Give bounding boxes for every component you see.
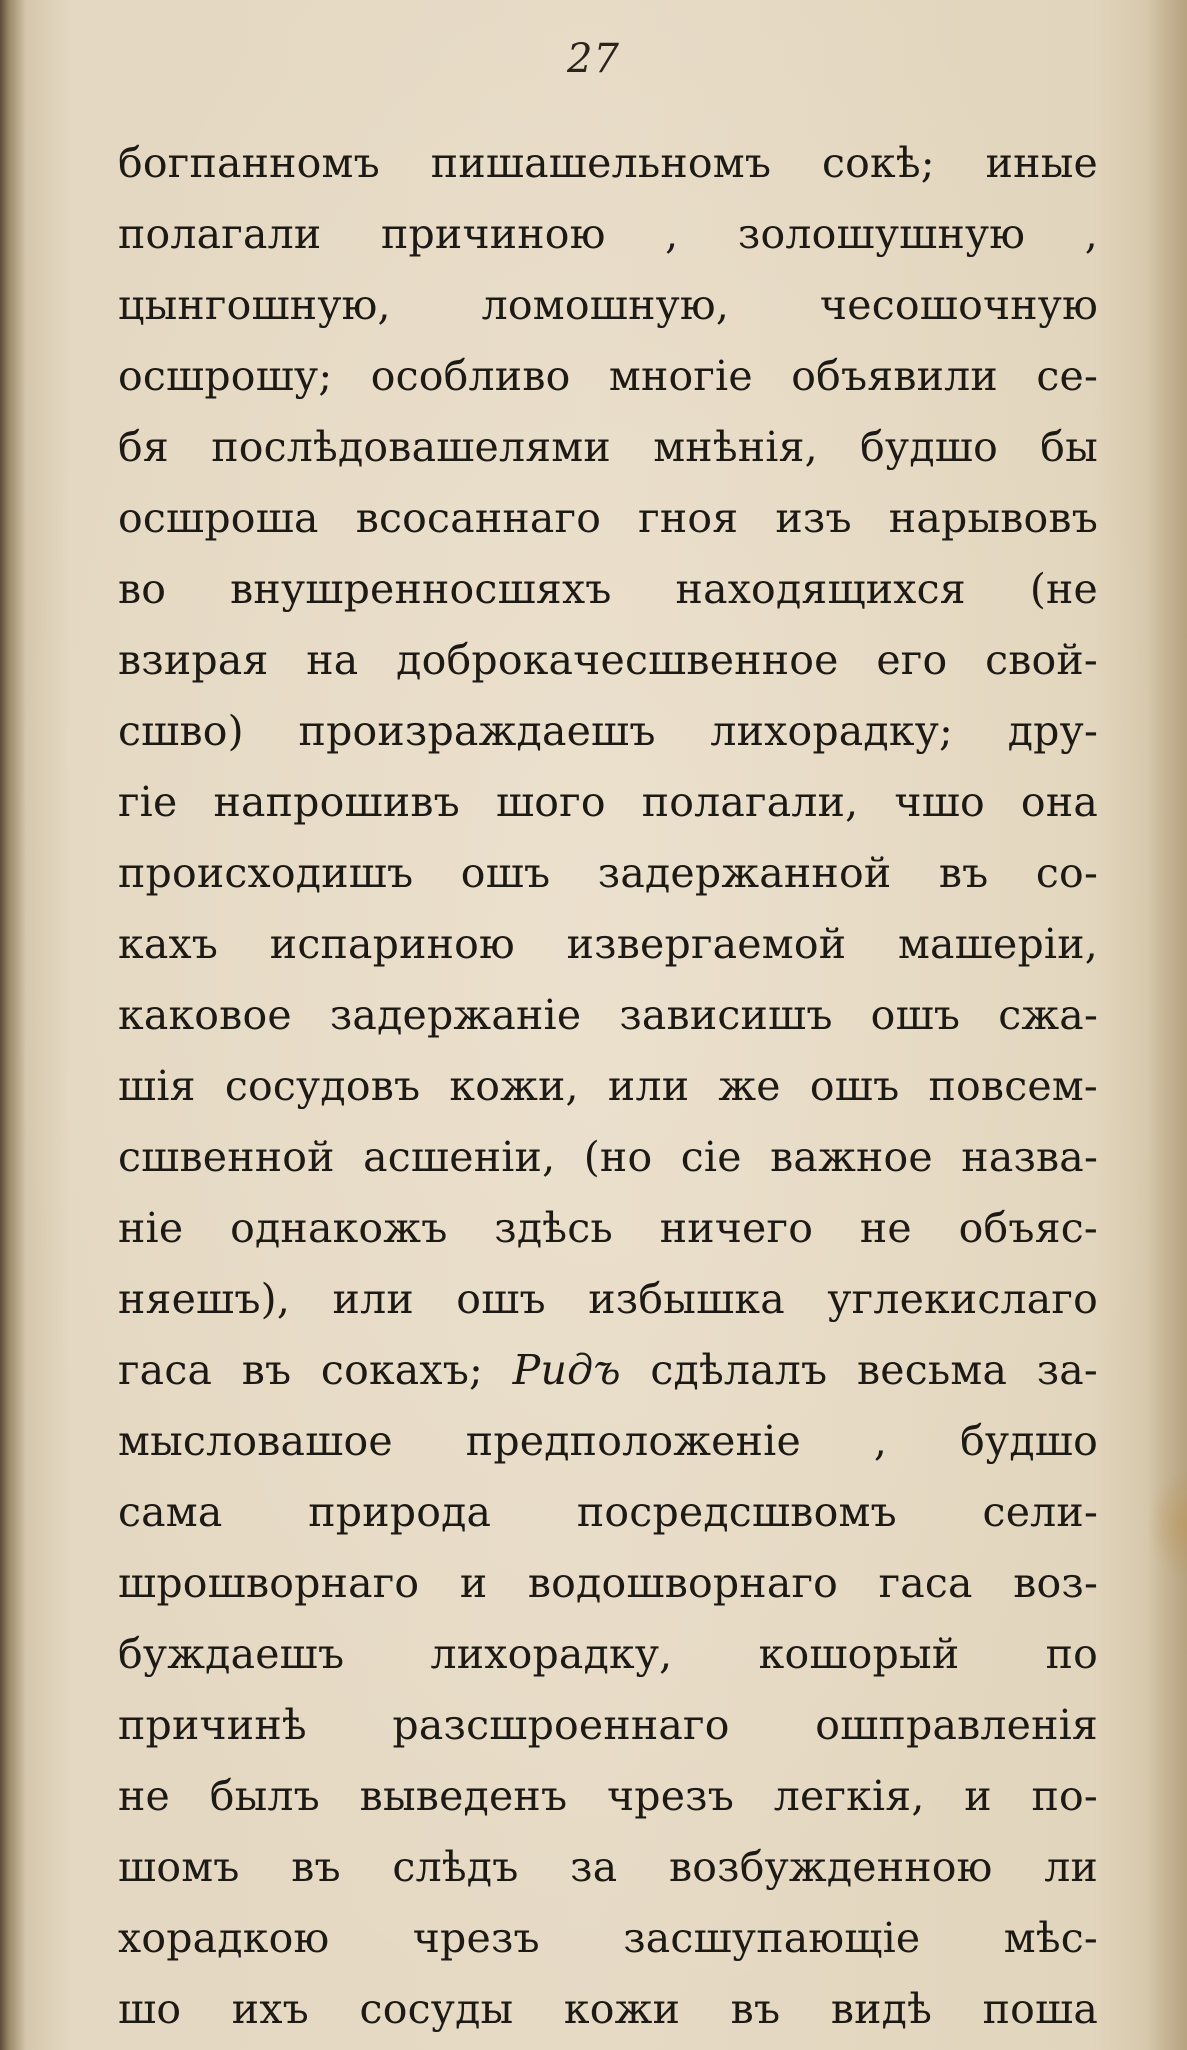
text-line: няешъ), или ошъ избышка углекислаго xyxy=(118,1275,1098,1323)
text-line: бя послѣдовашелями мнѣнія, будшо бы xyxy=(118,423,1098,471)
text-line: каковое задержаніе зависишъ ошъ сжа- xyxy=(118,991,1098,1039)
text-line: шомъ въ слѣдъ за возбужденною ли xyxy=(118,1843,1098,1891)
text-segment: гаса въ сокахъ; xyxy=(118,1346,513,1394)
text-line: ніе однакожъ здѣсь ничего не объяс- xyxy=(118,1204,1098,1252)
text-line: шрошворнаго и водошворнаго гаса воз- xyxy=(118,1559,1098,1607)
text-line: хорадкою чрезъ засшупающіе мѣс- xyxy=(118,1914,1098,1962)
text-line: мысловашое предположеніе , будшо xyxy=(118,1417,1098,1465)
text-line: кахъ испариною извергаемой машеріи, xyxy=(118,920,1098,968)
text-line: не былъ выведенъ чрезъ легкія, и по- xyxy=(118,1772,1098,1820)
text-line: сшвенной асшеніи, (но сіе важное назва- xyxy=(118,1133,1098,1181)
body-text xyxy=(118,128,1098,2045)
italic-author-name: Ридъ xyxy=(512,1346,621,1394)
text-line: осшроша всосаннаго гноя изъ нарывовъ xyxy=(118,494,1098,542)
text-line: происходишъ ошъ задержанной въ со- xyxy=(118,849,1098,897)
text-line: шо ихъ сосуды кожи въ видѣ поша xyxy=(118,1985,1098,2033)
text-line: сама природа посредсшвомъ сели- xyxy=(118,1488,1098,1536)
text-line: осшрошу; особливо многіе объявили се- xyxy=(118,352,1098,400)
paper-stain xyxy=(1147,1470,1187,1580)
text-segment: сдѣлалъ весьма за- xyxy=(620,1346,1098,1394)
text-line: взирая на доброкачесшвенное его свой- xyxy=(118,636,1098,684)
page-number: 27 xyxy=(567,36,620,82)
text-line: во внушренносшяхъ находящихся (не xyxy=(118,565,1098,613)
text-line: причинѣ разсшроеннаго ошправленія xyxy=(118,1701,1098,1749)
binding-shadow xyxy=(0,0,26,2050)
text-line: богпанномъ пишашельномъ сокѣ; иные xyxy=(118,139,1098,187)
text-line: буждаешъ лихорадку, кошорый по xyxy=(118,1630,1098,1678)
text-line: сшво) произраждаешъ лихорадку; дру- xyxy=(118,707,1098,755)
text-line: цынгошную, ломошную, чесошочную xyxy=(118,281,1098,329)
edge-shadow xyxy=(1147,0,1187,2050)
text-line: шія сосудовъ кожи, или же ошъ повсем- xyxy=(118,1062,1098,1110)
text-line: полагали причиною , золошушную , xyxy=(118,210,1098,258)
text-line: гіе напрошивъ шого полагали, чшо она xyxy=(118,778,1098,826)
text-line-with-italic xyxy=(118,1335,1098,1406)
